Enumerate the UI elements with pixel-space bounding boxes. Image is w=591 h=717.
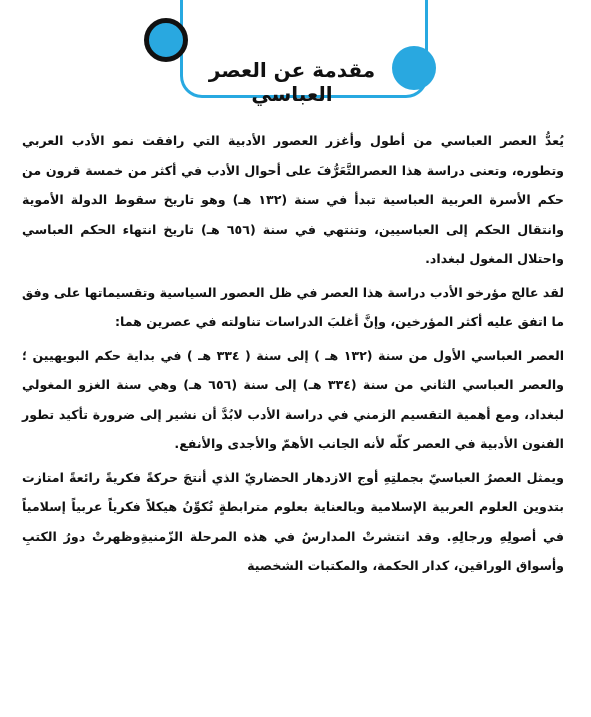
paragraph-3: العصر العباسي الأول من سنة (١٣٢ هـ ) إلى سنة ( ٣٣٤ هـ ) في بداية حكم البويهيين ؛ والعصر العباسي الثاني من سنة (٣٣٤ هـ) إلى سنة (٦٥٦ هـ) وهي سنة الغزو المغولي لبغداد، ومع أهمية التقسيم الزمني في دراسة الأدب لابُدَّ أن نشير إلى ضرورة تأكيد تطور الفنون الأدبية في العصر كلّه لأنه الجانب الأهمّ والأجدى والأنفع.: [22, 347, 565, 451]
page-title: مقدمة عن العصر العباسي: [208, 58, 376, 106]
decorative-circle-left: [144, 18, 188, 62]
paragraph-2: لقد عالج مؤرخو الأدب دراسة هذا العصر في ظل العصور السياسية وتقسيماتها على وفق ما اتفق عليه أكثر المؤرخين، وإنَّ أغلبَ الدراسات تناولته في عصرين هما:: [22, 284, 564, 329]
paragraph-1: يُعدُّ العصر العباسي من أطول وأغزر العصور الأدبية التي رافقت نمو الأدب العربي وتطوره، وتعنى دراسة هذا العصرالتَّعَرُّفَ على أحوال الأدب في أكثر من خمسة قرون من حكم الأسرة العربية العباسية تبدأ في سنة (١٣٢ هـ) وهو تاريخ سقوط الدولة الأموية وانتقال الحكم إلى العباسيين، وتنتهي في سنة (٦٥٦ هـ) تاريخ انتهاء الحكم العباسي واحتلال المغول لبغداد.: [22, 133, 564, 266]
body-text: [22, 126, 564, 585]
paragraph-4: ويمثل العصرُ العباسيّ بجملتِهِ أوج الازدهار الحضاريّ الذي أنتجَ حركةً فكريةً رائعةً امتازت بتدوين العلوم العربية الإسلامية وبالعناية بعلوم مترابطةٍ تُكوِّنُ هيكلاً فكرياً عربياً إسلامياً في أصولِهِ ورجالِهِ. وقد انتشرتْ المدارسُ في هذه المرحلة الزّمنيةِوظهرتْ دورُ الكتبِ وأسواق الوراقين، كدار الحكمة، والمكتبات الشخصية: [22, 469, 564, 573]
